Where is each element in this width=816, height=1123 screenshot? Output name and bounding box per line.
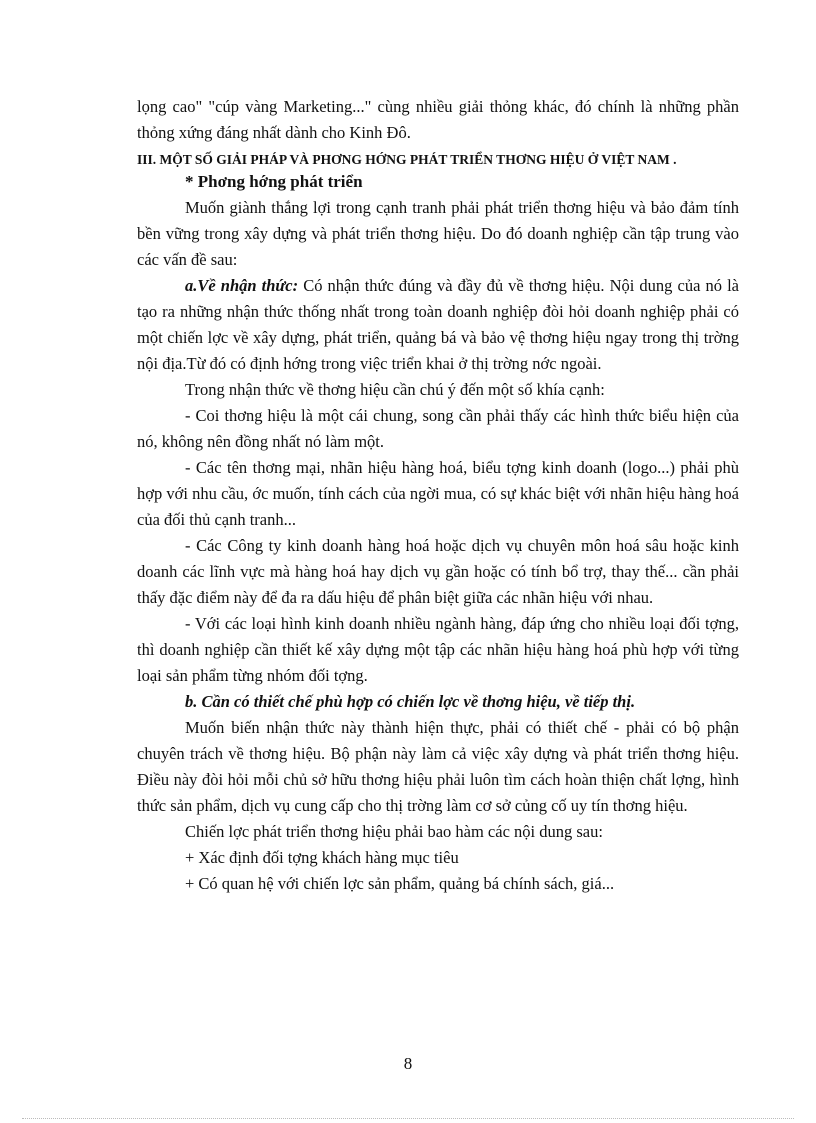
paragraph-item-b: Muốn biến nhận thức này thành hiện thực, phải có thiết chế - phải có bộ phận chuyên trách về thơng hiệu. Bộ phận này làm cả việc xây dựng và phát triển thơng hiệu. Điều này đòi hỏi mỗi chủ sở hữu thơng hiệu phải luôn tìm cách hoàn thiện chất lợng, hình thức sản phẩm, dịch vụ cung cấp cho thị trờng làm cơ sở củng cố uy tín thơng hiệu.	[137, 718, 739, 815]
paragraph-aspects: Trong nhận thức về thơng hiệu cần chú ý đến một số khía cạnh:	[185, 380, 605, 399]
plus-item: + Có quan hệ với chiến lợc sản phẩm, quảng bá chính sách, giá...	[185, 874, 615, 893]
paragraph-item-a	[137, 273, 739, 377]
subheading: * Phơng hớng phát triển	[185, 172, 363, 191]
footer-divider	[22, 1118, 794, 1119]
paragraph-continued: lọng cao" "cúp vàng Marketing..." cùng nhiều giải thỏng khác, đó chính là những phần thỏng xứng đáng nhất dành cho Kinh Đô.	[137, 97, 739, 142]
bullet-item: - Các Công ty kinh doanh hàng hoá hoặc dịch vụ chuyên môn hoá sâu hoặc kinh doanh các lĩnh vực mà hàng hoá hay dịch vụ gần hoặc có tính bổ trợ, thay thế... cần phải thấy đặc điểm này để đa ra dấu hiệu để phân biệt giữa các nhãn hiệu với nhau.	[137, 536, 739, 607]
item-a-label: a.Về nhận thức:	[185, 276, 299, 295]
bullet-item: - Coi thơng hiệu là một cái chung, song cần phải thấy các hình thức biểu hiện của nó, không nên đồng nhất nó làm một.	[137, 406, 739, 451]
item-a-text: Có nhận thức đúng và đầy đủ về thơng hiệu. Nội dung của nó là tạo ra những nhận thức thống nhất trong toàn doanh nghiệp đòi hỏi doanh nghiệp phải có một chiến lợc về xây dựng, phát triển, quảng bá và bảo vệ thơng hiệu ngay trong thị trờng nội địa.Từ đó có định hớng trong việc triển khai ở thị trờng nớc ngoài.	[137, 276, 739, 373]
plus-item: + Xác định đối tợng khách hàng mục tiêu	[185, 848, 459, 867]
bullet-item: - Các tên thơng mại, nhãn hiệu hàng hoá, biểu tợng kinh doanh (logo...) phải phù hợp với nhu cầu, ớc muốn, tính cách của ngời mua, có sự khác biệt với nhãn hiệu hàng hoá của đối thủ cạnh tranh...	[137, 458, 739, 529]
page-number: 8	[403, 1054, 413, 1073]
item-b-heading: b. Cần có thiết chế phù hợp có chiến lợc về thơng hiệu, về tiếp thị.	[185, 692, 636, 711]
section-heading: III. MỘT SỐ GIẢI PHÁP VÀ PHƠNG HỚNG PHÁT TRIỂN THƠNG HIỆU Ở VIỆT NAM .	[137, 152, 677, 167]
paragraph-intro: Muốn giành thắng lợi trong cạnh tranh phải phát triển thơng hiệu và bảo đảm tính bền vững trong xây dựng và phát triển thơng hiệu. Do đó doanh nghiệp cần tập trung vào các vấn đề sau:	[137, 198, 739, 269]
document-body	[137, 94, 739, 897]
bullet-item: - Với các loại hình kinh doanh nhiều ngành hàng, đáp ứng cho nhiều loại đối tợng, thì doanh nghiệp cần thiết kế xây dựng một tập các nhãn hiệu hàng hoá phù hợp với từng loại sản phẩm từng nhóm đối tợng.	[137, 614, 739, 685]
paragraph-strategy: Chiến lợc phát triển thơng hiệu phải bao hàm các nội dung sau:	[185, 822, 603, 841]
